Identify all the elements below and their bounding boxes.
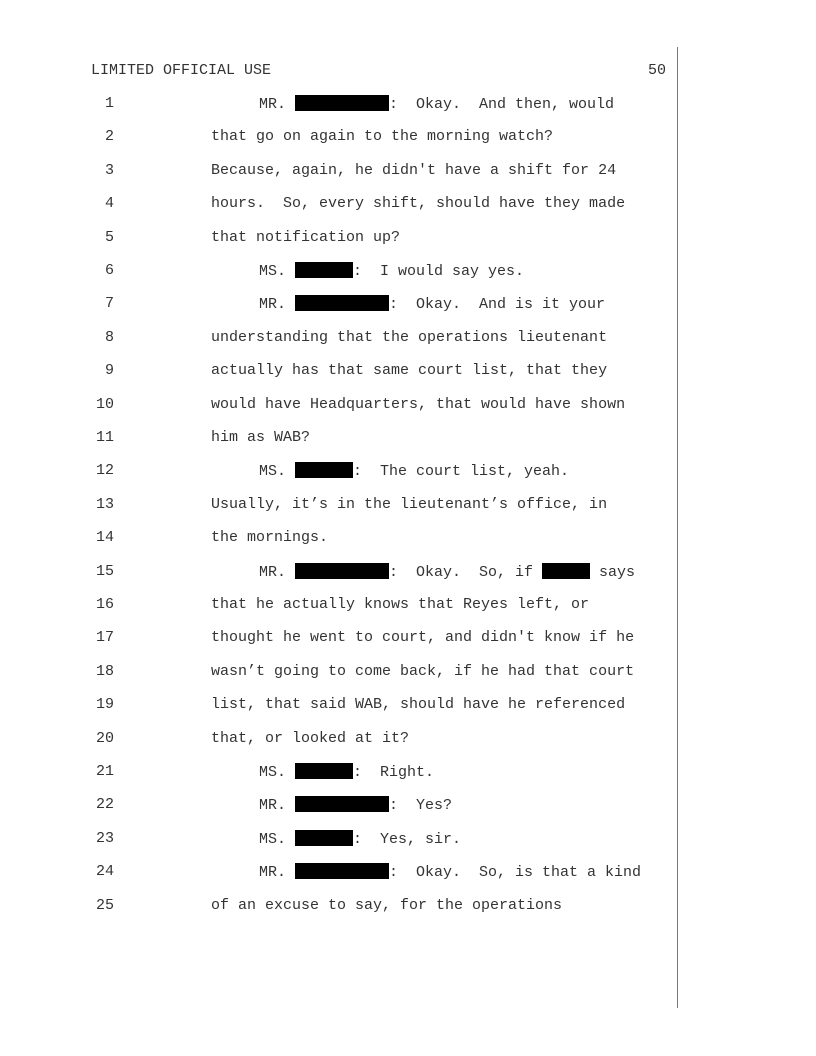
line-text-segment: : The court list, yeah. (353, 463, 570, 481)
line-text (259, 462, 569, 480)
redaction-box (295, 563, 389, 579)
line-number: 24 (95, 863, 114, 881)
line-text (211, 229, 400, 246)
line-number: 23 (95, 829, 114, 847)
line-text-segment: actually has that same court list, that they (211, 362, 608, 380)
line-text (211, 195, 625, 212)
line-text-segment: list, that said WAB, should have he referenced (211, 696, 626, 714)
line-text (211, 128, 553, 145)
line-text-segment: the mornings. (211, 529, 329, 547)
line-text-segment: : Okay. And is it your (389, 296, 606, 314)
line-text (259, 262, 524, 280)
transcript-line (0, 863, 816, 883)
transcript-line (0, 462, 816, 482)
line-text-segment: understanding that the operations lieutenant (211, 328, 608, 346)
classification-header: LIMITED OFFICIAL USE (91, 62, 272, 79)
line-text-segment: him as WAB? (211, 429, 311, 446)
line-number: 19 (95, 696, 114, 714)
transcript-line (0, 629, 816, 649)
line-text-segment: MR. (259, 296, 296, 314)
page-number: 50 (648, 62, 667, 79)
line-text (211, 897, 562, 914)
line-text-segment: MS. (259, 463, 296, 481)
line-number: 21 (95, 763, 114, 780)
line-text (259, 563, 635, 581)
line-text (211, 396, 625, 413)
line-text-segment: : Okay. And then, would (389, 96, 615, 113)
line-text-segment: that, or looked at it? (211, 729, 410, 747)
line-text-segment: of an excuse to say, for the operations (211, 896, 563, 914)
line-text-segment: MS. (259, 263, 296, 280)
transcript-line (0, 329, 816, 349)
transcript-line (0, 295, 816, 315)
line-text (259, 95, 614, 113)
line-text-segment: says (590, 563, 636, 581)
line-number: 7 (104, 295, 114, 313)
line-text-segment: thought he went to court, and didn't know if he (211, 629, 635, 647)
line-text (211, 529, 328, 546)
transcript-line (0, 796, 816, 816)
line-text-segment: : Right. (353, 764, 435, 781)
line-text (259, 796, 452, 814)
line-text-segment: Because, again, he didn't have a shift for 24 (211, 161, 617, 179)
line-number: 9 (104, 362, 114, 380)
transcript-line (0, 663, 816, 683)
line-text-segment: wasn’t going to come back, if he had that court (211, 662, 635, 680)
line-text-segment: : I would say yes. (353, 263, 525, 280)
transcript-line (0, 496, 816, 516)
line-text (259, 295, 605, 313)
transcript-line (0, 596, 816, 616)
transcript-line (0, 128, 816, 148)
line-text-segment: MR. (259, 797, 296, 815)
line-text-segment: : Yes? (389, 797, 453, 815)
line-number: 4 (104, 195, 114, 213)
line-number: 17 (95, 629, 114, 647)
line-text (211, 629, 634, 646)
transcript-line (0, 830, 816, 850)
line-text-segment: : Yes, sir. (353, 830, 462, 848)
transcript-line (0, 262, 816, 282)
line-text (211, 596, 589, 613)
line-number: 18 (95, 662, 114, 680)
line-number: 16 (95, 596, 114, 613)
line-text-segment: that go on again to the morning watch? (211, 128, 554, 146)
redaction-box (295, 262, 353, 278)
line-number: 11 (95, 429, 114, 446)
redaction-box (295, 95, 389, 111)
line-text (259, 830, 461, 848)
line-text-segment: : Okay. So, if (389, 563, 543, 581)
line-text-segment: MR. (259, 563, 296, 581)
redaction-box (542, 563, 590, 579)
line-text-segment: hours. So, every shift, should have they made (211, 195, 626, 213)
line-text-segment: MS. (259, 764, 296, 781)
line-text (211, 696, 625, 713)
transcript-line (0, 195, 816, 215)
transcript-line (0, 229, 816, 249)
line-number: 15 (95, 562, 114, 580)
line-number: 5 (104, 228, 114, 246)
line-text-segment: MR. (259, 96, 296, 113)
transcript-line (0, 897, 816, 917)
line-number: 20 (95, 729, 114, 747)
line-text (259, 763, 434, 781)
transcript-line (0, 396, 816, 416)
line-text (211, 429, 310, 446)
line-number: 3 (104, 161, 114, 179)
line-text (211, 663, 634, 680)
redaction-box (295, 295, 389, 311)
line-text-segment: MS. (259, 830, 296, 848)
redaction-box (295, 462, 353, 478)
line-number: 10 (95, 395, 114, 413)
line-number: 2 (104, 128, 114, 146)
line-text-segment: that he actually knows that Reyes left, or (211, 596, 590, 613)
line-text (211, 496, 607, 513)
transcript-line (0, 95, 816, 115)
transcript-line (0, 696, 816, 716)
line-text (259, 863, 641, 881)
redaction-box (295, 830, 353, 846)
transcript-line (0, 763, 816, 783)
transcript-line (0, 730, 816, 750)
line-text (211, 730, 409, 747)
transcript-line (0, 529, 816, 549)
transcript-line (0, 429, 816, 449)
line-number: 22 (95, 796, 114, 814)
redaction-box (295, 763, 353, 779)
line-text-segment: Usually, it’s in the lieutenant’s office, in (211, 495, 608, 513)
redaction-box (295, 863, 389, 879)
line-number: 13 (95, 495, 114, 513)
line-text (211, 329, 607, 346)
transcript-line (0, 162, 816, 182)
redaction-box (295, 796, 389, 812)
line-number: 12 (95, 462, 114, 480)
line-text (211, 162, 616, 179)
line-number: 6 (104, 262, 114, 279)
line-number: 14 (95, 529, 114, 547)
line-text-segment: MR. (259, 864, 296, 882)
line-number: 8 (104, 328, 114, 346)
line-text-segment: : Okay. So, is that a kind (389, 864, 642, 882)
line-number: 1 (104, 95, 114, 112)
line-text (211, 362, 607, 379)
transcript-line (0, 362, 816, 382)
line-text-segment: would have Headquarters, that would have shown (211, 395, 626, 413)
line-number: 25 (95, 896, 114, 914)
transcript-line (0, 563, 816, 583)
line-text-segment: that notification up? (211, 228, 401, 246)
